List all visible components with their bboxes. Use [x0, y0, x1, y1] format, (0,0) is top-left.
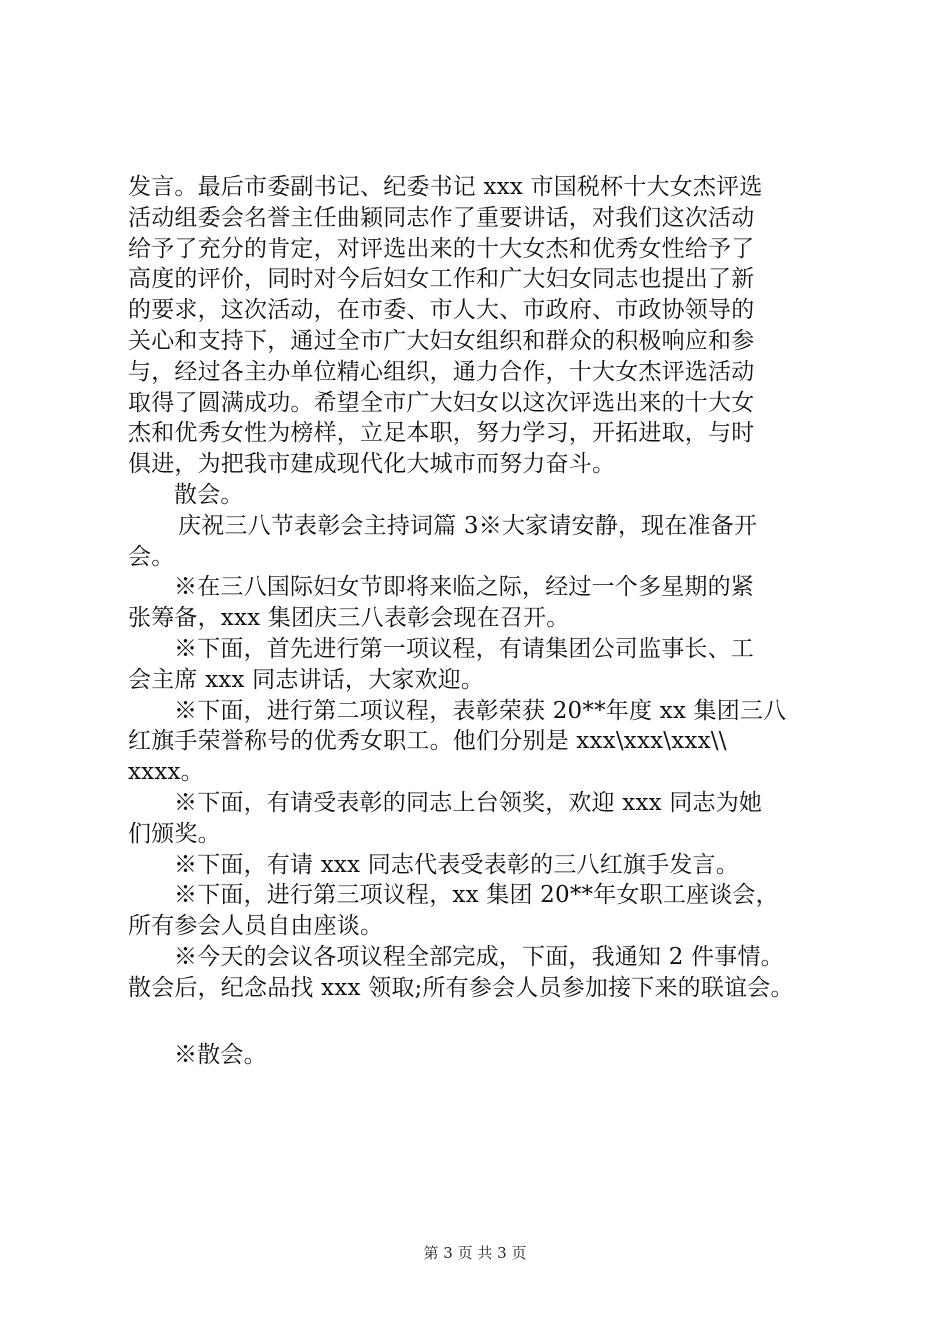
document-body — [128, 172, 848, 1070]
text-line: xxxx。 — [128, 759, 204, 786]
text-line: 高度的评价，同时对今后妇女工作和广大妇女同志也提出了新 — [128, 266, 755, 293]
text-line: 发言。最后市委副书记、纪委书记 xxx 市国税杯十大女杰评选 — [128, 174, 763, 200]
text-line: 会。 — [128, 543, 175, 570]
text-line: ※下面，有请受表彰的同志上台领奖，欢迎 xxx 同志为她 — [174, 789, 763, 816]
text-line: 庆祝三八节表彰会主持词篇 3※大家请安静，现在准备开 — [178, 512, 758, 539]
paragraph-gap — [128, 1004, 848, 1040]
text-line: 取得了圆满成功。希望全市广大妇女以这次评选出来的十大女 — [128, 389, 755, 416]
text-line: 所有参会人员自由座谈。 — [128, 913, 384, 940]
text-line: ※在三八国际妇女节即将来临之际，经过一个多星期的紧 — [174, 574, 754, 601]
text-line: 给予了充分的肯定，对评选出来的十大女杰和优秀女性给予了 — [128, 235, 755, 262]
text-line: 红旗手荣誉称号的优秀女职工。他们分别是 xxx\xxx\xxx\\ — [128, 728, 727, 755]
text-line: ※下面，首先进行第一项议程，有请集团公司监事长、工 — [174, 635, 754, 662]
text-line: 散会后，纪念品找 xxx 领取;所有参会人员参加接下来的联谊会。 — [128, 974, 794, 1001]
text-line: 张筹备，xxx 集团庆三八表彰会现在召开。 — [128, 605, 570, 632]
text-line: 的要求，这次活动，在市委、市人大、市政府、市政协领导的 — [128, 297, 755, 324]
text-line: 杰和优秀女性为榜样，立足本职，努力学习，开拓进取，与时 — [128, 420, 755, 447]
text-line: 会主席 xxx 同志讲话，大家欢迎。 — [128, 666, 485, 693]
text-line: ※下面，有请 xxx 同志代表受表彰的三八红旗手发言。 — [174, 851, 739, 878]
text-line: ※下面，进行第二项议程，表彰荣获 20**年度 xx 集团三八 — [174, 697, 787, 724]
text-line: 散会。 — [174, 481, 244, 508]
text-line: 俱进，为把我市建成现代化大城市而努力奋斗。 — [128, 451, 616, 478]
text-line: 关心和支持下，通过全市广大妇女组织和群众的积极响应和参 — [128, 327, 755, 354]
text-line: 与，经过各主办单位精心组织，通力合作，十大女杰评选活动 — [128, 358, 755, 385]
text-line: ※今天的会议各项议程全部完成，下面，我通知 2 件事情。 — [174, 943, 784, 970]
text-line: ※散会。 — [174, 1041, 267, 1068]
text-line: 活动组委会名誉主任曲颖同志作了重要讲话，对我们这次活动 — [128, 204, 755, 231]
text-line: 们颁奖。 — [128, 820, 221, 847]
page-number-footer: 第 3 页 共 3 页 — [423, 1244, 527, 1262]
text-line: ※下面，进行第三项议程，xx 集团 20**年女职工座谈会， — [174, 882, 779, 909]
